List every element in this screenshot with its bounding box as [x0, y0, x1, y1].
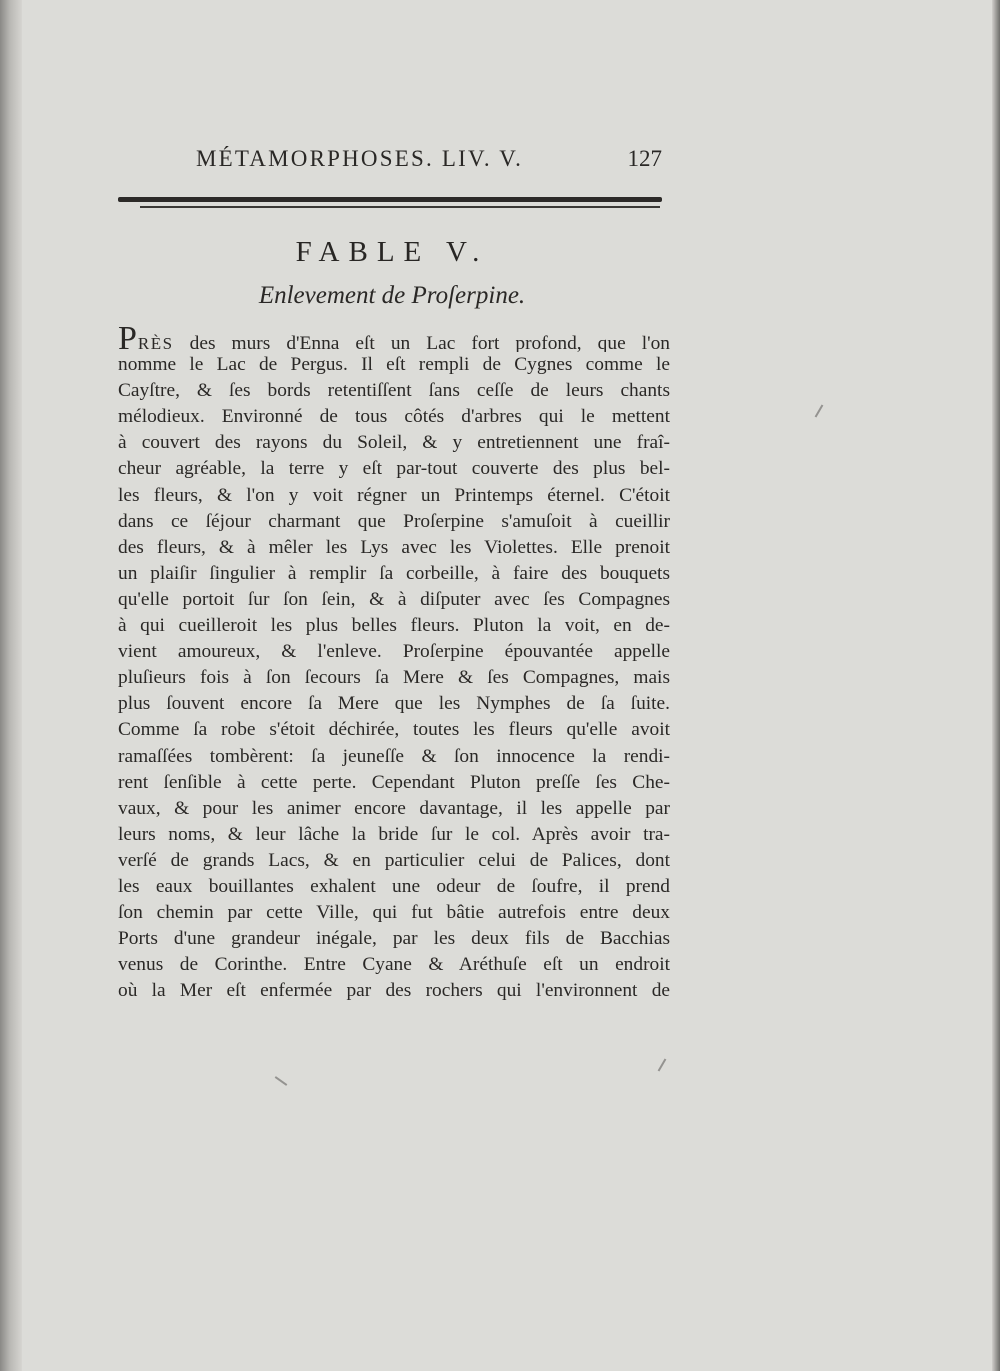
body-line: ramaſſées tombèrent: ſa jeuneſſe & ſon innocence la rendi- [118, 745, 670, 767]
fable-subtitle: Enlevement de Proſerpine. [258, 282, 526, 309]
body-line: vient amoureux, & l'enleve. Proſerpine épouvantée appelle [118, 641, 670, 663]
running-header [196, 146, 662, 178]
body-line: dans ce ſéjour charmant que Proſerpine s'amuſoit à cueillir [118, 510, 670, 532]
paper-speck [658, 1058, 667, 1071]
header-rule-thick [118, 197, 662, 202]
body-line: les fleurs, & l'on y voit régner un Printemps éternel. C'étoit [118, 484, 670, 506]
page-edge [992, 0, 1000, 1371]
body-line: qu'elle portoit ſur ſon ſein, & à diſputer avec ſes Compagnes [118, 588, 670, 610]
body-line: verſé de grands Lacs, & en particulier celui de Palices, dont [118, 849, 670, 871]
body-line [118, 326, 670, 352]
body-line: à qui cueilleroit les plus belles fleurs. Pluton la voit, en de- [118, 615, 670, 637]
opening-smallcaps: RÈS [137, 334, 174, 353]
body-line: un plaiſir ſingulier à remplir ſa corbeille, à faire des bouquets [118, 562, 670, 584]
body-line-text: des murs d'Enna eſt un Lac fort profond, que l'on [173, 333, 670, 353]
body-line: vaux, & pour les animer encore davantage, il les appelle par [118, 797, 670, 819]
body-line: Comme ſa robe s'étoit déchirée, toutes les fleurs qu'elle avoit [118, 719, 670, 741]
body-line: à couvert des rayons du Soleil, & y entretiennent une fraî- [118, 432, 670, 454]
header-rule [118, 197, 662, 208]
binding-gutter [0, 0, 22, 1371]
body-line: rent ſenſible à cette perte. Cependant Pluton preſſe ſes Che- [118, 771, 670, 793]
running-title: MÉTAMORPHOSES. LIV. V. [196, 146, 524, 171]
body-line: Cayſtre, & ſes bords retentiſſent ſans ceſſe de leurs chants [118, 380, 670, 402]
body-line: où la Mer eſt enfermée par des rochers qui l'environnent de [118, 980, 670, 1002]
drop-cap: P [118, 326, 138, 353]
body-line: venus de Corinthe. Entre Cyane & Aréthuſe eſt un endroit [118, 954, 670, 976]
body-line: plus ſouvent encore ſa Mere que les Nymphes de ſa ſuite. [118, 693, 670, 715]
body-line: nomme le Lac de Pergus. Il eſt rempli de Cygnes comme le [118, 354, 670, 376]
body-line: pluſieurs fois à ſon ſecours ſa Mere & ſes Compagnes, mais [118, 667, 670, 689]
body-line: cheur agréable, la terre y eſt par-tout couverte des plus bel- [118, 458, 670, 480]
fable-title: FABLE V. [295, 236, 489, 268]
body-line: mélodieux. Environné de tous côtés d'arbres qui le mettent [118, 406, 670, 428]
body-line: les eaux bouillantes exhalent une odeur de ſoufre, il prend [118, 875, 670, 897]
paper-speck [275, 1076, 288, 1086]
header-rule-thin [140, 206, 660, 208]
body-line: ſon chemin par cette Ville, qui fut bâtie autrefois entre deux [118, 902, 670, 924]
body-text [118, 326, 670, 1004]
body-line: leurs noms, & leur lâche la bride ſur le col. Après avoir tra- [118, 823, 670, 845]
body-line: Ports d'une grandeur inégale, par les deux fils de Bacchias [118, 928, 670, 950]
body-line: des fleurs, & à mêler les Lys avec les Violettes. Elle prenoit [118, 536, 670, 558]
page-number: 127 [627, 146, 662, 171]
paper-speck [815, 404, 824, 417]
